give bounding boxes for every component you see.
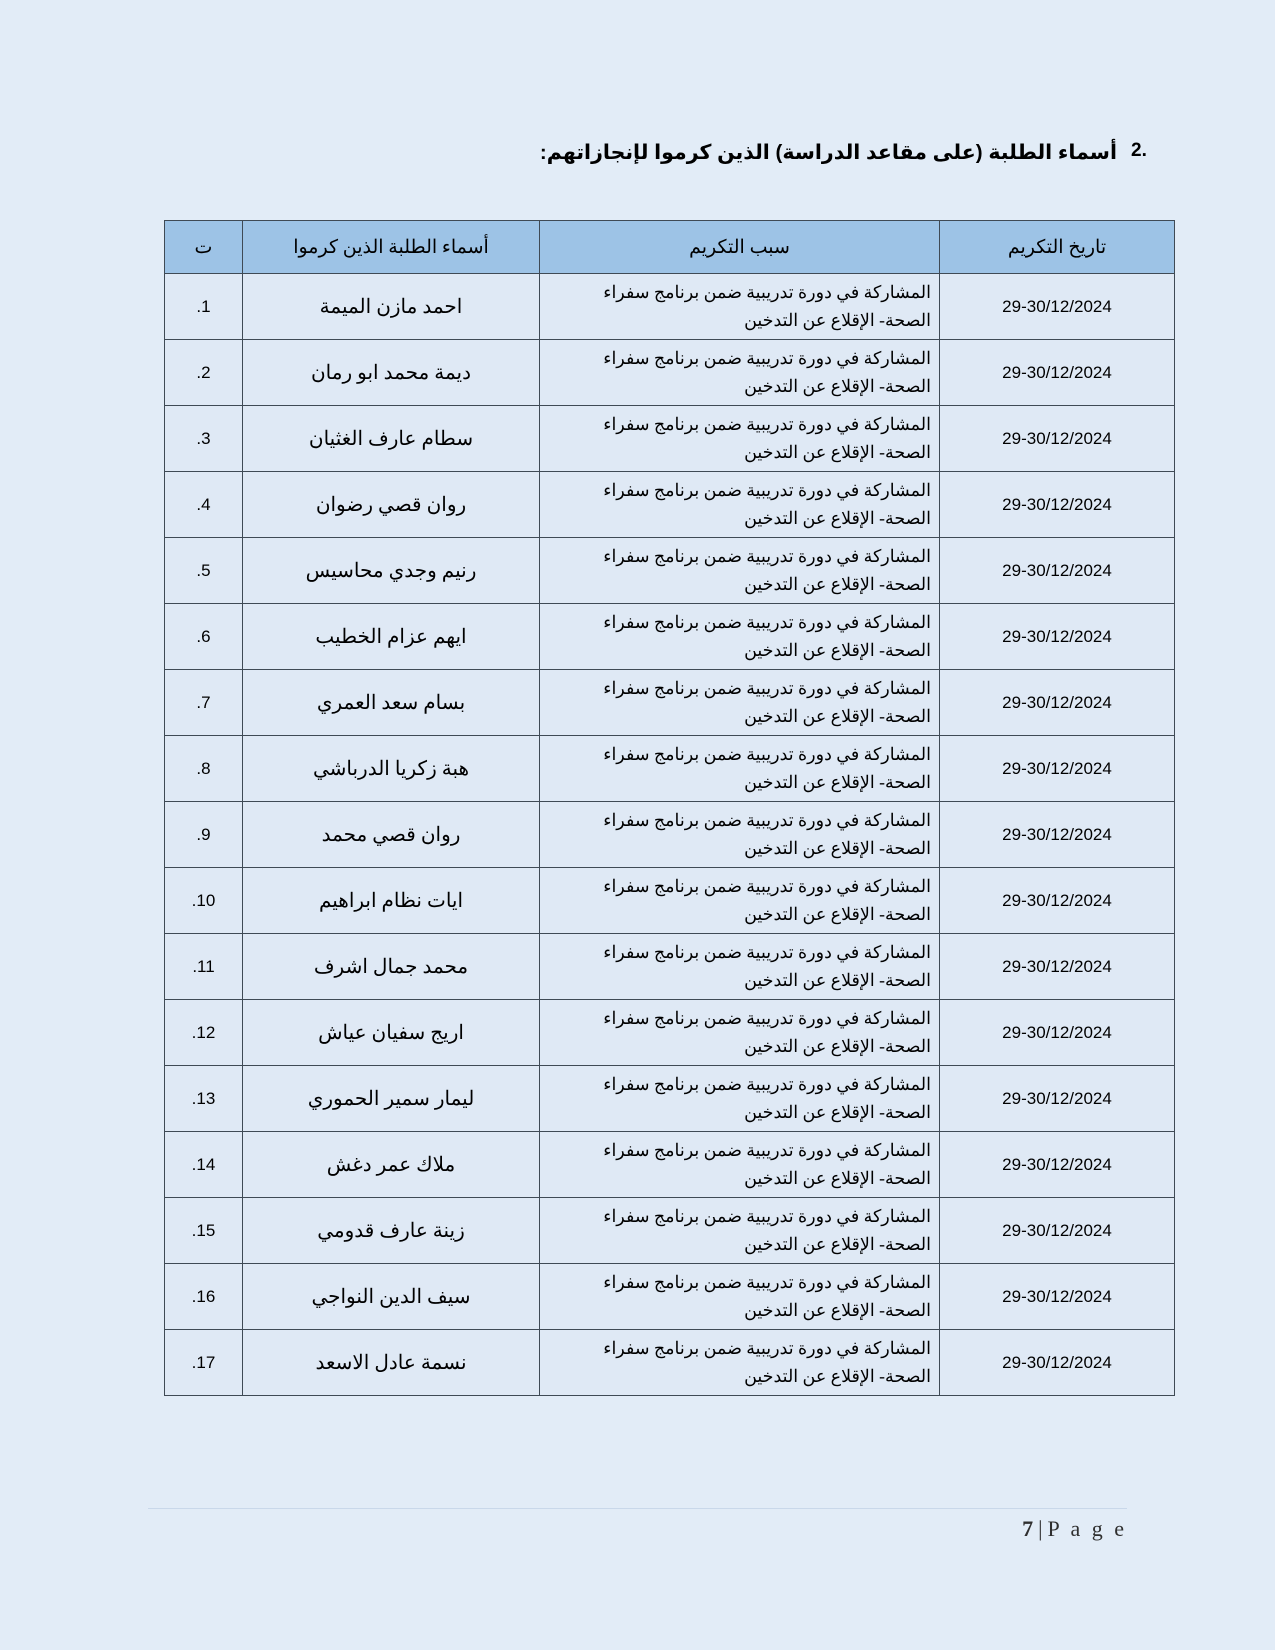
footer-page-word: P a g e	[1047, 1516, 1127, 1541]
cell-student-name: نسمة عادل الاسعد	[243, 1330, 540, 1396]
cell-date: 29-30/12/2024	[940, 1066, 1175, 1132]
cell-reason: المشاركة في دورة تدريبية ضمن برنامج سفراء الصحة- الإقلاع عن التدخين	[540, 472, 940, 538]
cell-reason: المشاركة في دورة تدريبية ضمن برنامج سفراء الصحة- الإقلاع عن التدخين	[540, 604, 940, 670]
column-header-name: أسماء الطلبة الذين كرموا	[243, 221, 540, 274]
table-row	[165, 538, 1175, 604]
cell-date: 29-30/12/2024	[940, 538, 1175, 604]
cell-index: .8	[165, 736, 243, 802]
cell-date: 29-30/12/2024	[940, 1264, 1175, 1330]
cell-student-name: ايهم عزام الخطيب	[243, 604, 540, 670]
cell-reason: المشاركة في دورة تدريبية ضمن برنامج سفراء الصحة- الإقلاع عن التدخين	[540, 340, 940, 406]
footer-divider	[148, 1508, 1127, 1509]
honored-students-table-wrapper	[165, 220, 1175, 1396]
table-row	[165, 274, 1175, 340]
column-header-date: تاريخ التكريم	[940, 221, 1175, 274]
cell-student-name: محمد جمال اشرف	[243, 934, 540, 1000]
table-row	[165, 472, 1175, 538]
cell-date: 29-30/12/2024	[940, 472, 1175, 538]
cell-date: 29-30/12/2024	[940, 274, 1175, 340]
cell-reason: المشاركة في دورة تدريبية ضمن برنامج سفراء الصحة- الإقلاع عن التدخين	[540, 538, 940, 604]
footer-page-number: 7	[1022, 1516, 1034, 1541]
cell-date: 29-30/12/2024	[940, 340, 1175, 406]
cell-index: .16	[165, 1264, 243, 1330]
cell-date: 29-30/12/2024	[940, 736, 1175, 802]
table-row	[165, 802, 1175, 868]
table-body	[165, 274, 1175, 1396]
cell-index: .12	[165, 1000, 243, 1066]
cell-reason: المشاركة في دورة تدريبية ضمن برنامج سفراء الصحة- الإقلاع عن التدخين	[540, 736, 940, 802]
cell-student-name: سيف الدين النواجي	[243, 1264, 540, 1330]
honored-students-table	[164, 220, 1175, 1396]
table-header-row	[165, 221, 1175, 274]
cell-index: .1	[165, 274, 243, 340]
table-row	[165, 406, 1175, 472]
cell-date: 29-30/12/2024	[940, 406, 1175, 472]
cell-student-name: سطام عارف الغثيان	[243, 406, 540, 472]
table-row	[165, 1198, 1175, 1264]
cell-reason: المشاركة في دورة تدريبية ضمن برنامج سفراء الصحة- الإقلاع عن التدخين	[540, 868, 940, 934]
cell-date: 29-30/12/2024	[940, 868, 1175, 934]
cell-reason: المشاركة في دورة تدريبية ضمن برنامج سفراء الصحة- الإقلاع عن التدخين	[540, 274, 940, 340]
section-number: .2	[1131, 140, 1147, 161]
table-row	[165, 736, 1175, 802]
cell-date: 29-30/12/2024	[940, 1330, 1175, 1396]
cell-reason: المشاركة في دورة تدريبية ضمن برنامج سفراء الصحة- الإقلاع عن التدخين	[540, 1000, 940, 1066]
cell-student-name: ايات نظام ابراهيم	[243, 868, 540, 934]
footer-separator: |	[1038, 1516, 1043, 1541]
table-row	[165, 1066, 1175, 1132]
cell-student-name: ملاك عمر دغش	[243, 1132, 540, 1198]
cell-reason: المشاركة في دورة تدريبية ضمن برنامج سفراء الصحة- الإقلاع عن التدخين	[540, 1330, 940, 1396]
table-row	[165, 670, 1175, 736]
cell-date: 29-30/12/2024	[940, 1000, 1175, 1066]
cell-reason: المشاركة في دورة تدريبية ضمن برنامج سفراء الصحة- الإقلاع عن التدخين	[540, 1264, 940, 1330]
cell-index: .11	[165, 934, 243, 1000]
table-row	[165, 934, 1175, 1000]
table-row	[165, 868, 1175, 934]
table-row	[165, 1330, 1175, 1396]
cell-student-name: اريج سفيان عياش	[243, 1000, 540, 1066]
cell-reason: المشاركة في دورة تدريبية ضمن برنامج سفراء الصحة- الإقلاع عن التدخين	[540, 1066, 940, 1132]
page-footer	[148, 1516, 1127, 1542]
cell-index: .14	[165, 1132, 243, 1198]
cell-student-name: ليمار سمير الحموري	[243, 1066, 540, 1132]
cell-index: .13	[165, 1066, 243, 1132]
table-row	[165, 1000, 1175, 1066]
cell-student-name: زينة عارف قدومي	[243, 1198, 540, 1264]
cell-date: 29-30/12/2024	[940, 604, 1175, 670]
table-header	[165, 221, 1175, 274]
cell-student-name: روان قصي رضوان	[243, 472, 540, 538]
cell-student-name: احمد مازن الميمة	[243, 274, 540, 340]
table-row	[165, 340, 1175, 406]
cell-reason: المشاركة في دورة تدريبية ضمن برنامج سفراء الصحة- الإقلاع عن التدخين	[540, 934, 940, 1000]
cell-student-name: روان قصي محمد	[243, 802, 540, 868]
cell-index: .5	[165, 538, 243, 604]
cell-index: .2	[165, 340, 243, 406]
cell-student-name: بسام سعد العمري	[243, 670, 540, 736]
cell-student-name: هبة زكريا الدرباشي	[243, 736, 540, 802]
cell-student-name: ديمة محمد ابو رمان	[243, 340, 540, 406]
cell-index: .4	[165, 472, 243, 538]
cell-reason: المشاركة في دورة تدريبية ضمن برنامج سفراء الصحة- الإقلاع عن التدخين	[540, 802, 940, 868]
cell-date: 29-30/12/2024	[940, 934, 1175, 1000]
column-header-reason: سبب التكريم	[540, 221, 940, 274]
cell-date: 29-30/12/2024	[940, 1198, 1175, 1264]
cell-reason: المشاركة في دورة تدريبية ضمن برنامج سفراء الصحة- الإقلاع عن التدخين	[540, 1198, 940, 1264]
cell-date: 29-30/12/2024	[940, 670, 1175, 736]
cell-reason: المشاركة في دورة تدريبية ضمن برنامج سفراء الصحة- الإقلاع عن التدخين	[540, 406, 940, 472]
column-header-index: ت	[165, 221, 243, 274]
cell-reason: المشاركة في دورة تدريبية ضمن برنامج سفراء الصحة- الإقلاع عن التدخين	[540, 1132, 940, 1198]
cell-index: .10	[165, 868, 243, 934]
cell-reason: المشاركة في دورة تدريبية ضمن برنامج سفراء الصحة- الإقلاع عن التدخين	[540, 670, 940, 736]
cell-date: 29-30/12/2024	[940, 1132, 1175, 1198]
table-row	[165, 604, 1175, 670]
cell-student-name: رنيم وجدي محاسيس	[243, 538, 540, 604]
cell-index: .6	[165, 604, 243, 670]
cell-index: .3	[165, 406, 243, 472]
section-heading	[100, 140, 1175, 165]
cell-index: .9	[165, 802, 243, 868]
table-row	[165, 1132, 1175, 1198]
cell-index: .7	[165, 670, 243, 736]
table-row	[165, 1264, 1175, 1330]
page-title: أسماء الطلبة (على مقاعد الدراسة) الذين كرموا لإنجازاتهم:	[539, 141, 1117, 164]
cell-index: .17	[165, 1330, 243, 1396]
cell-date: 29-30/12/2024	[940, 802, 1175, 868]
cell-index: .15	[165, 1198, 243, 1264]
